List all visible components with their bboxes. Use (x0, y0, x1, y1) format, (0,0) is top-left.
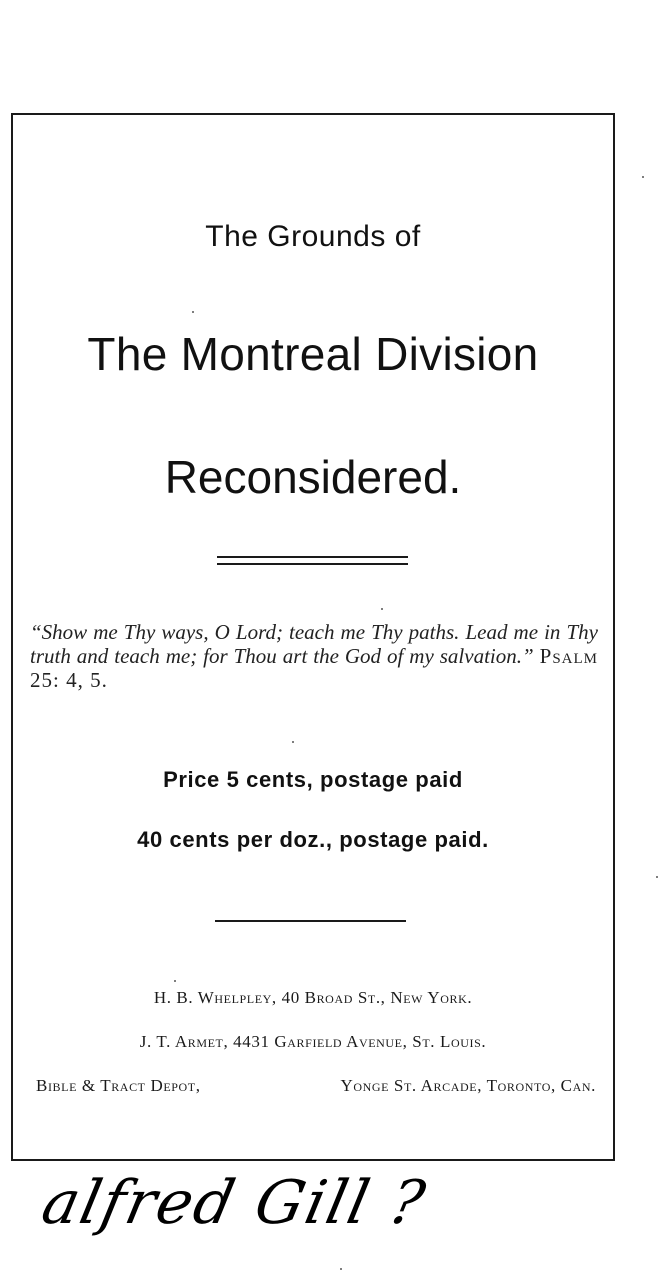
scan-speck (192, 311, 194, 313)
price-dozen: 40 cents per doz., postage paid. (137, 827, 489, 852)
scan-speck (381, 608, 383, 610)
scan-speck (642, 176, 644, 178)
scan-speck (340, 1268, 342, 1270)
publisher-st-louis: J. T. Armet, 4431 Garfield Avenue, St. Louis. (139, 1032, 487, 1051)
handwritten-signature: alfred Gill ? (36, 1168, 433, 1238)
title-line-2: The Montreal Division (87, 328, 539, 380)
double-rule-top (217, 556, 408, 558)
single-rule (215, 920, 406, 922)
depot-name: Bible & Tract Depot, (36, 1076, 201, 1095)
depot-address: Yonge St. Arcade, Toronto, Can. (340, 1076, 596, 1095)
scan-speck (292, 741, 294, 743)
title-line-3: Reconsidered. (164, 451, 462, 503)
publisher-new-york: H. B. Whelpley, 40 Broad St., New York. (153, 988, 473, 1007)
double-rule-bottom (217, 563, 408, 565)
epigraph-text: “Show me Thy ways, O Lord; teach me Thy paths. Lead me in Thy truth and teach me; for Thou art the God of my salvation.” (30, 620, 598, 668)
title-line-1: The Grounds of (205, 220, 421, 253)
scan-speck (174, 980, 176, 982)
scan-speck (656, 876, 658, 878)
price-single: Price 5 cents, postage paid (163, 767, 463, 792)
epigraph (30, 620, 598, 692)
publisher-toronto (36, 1076, 596, 1096)
epigraph-reference: Psalm 25: 4, 5. (30, 644, 598, 692)
